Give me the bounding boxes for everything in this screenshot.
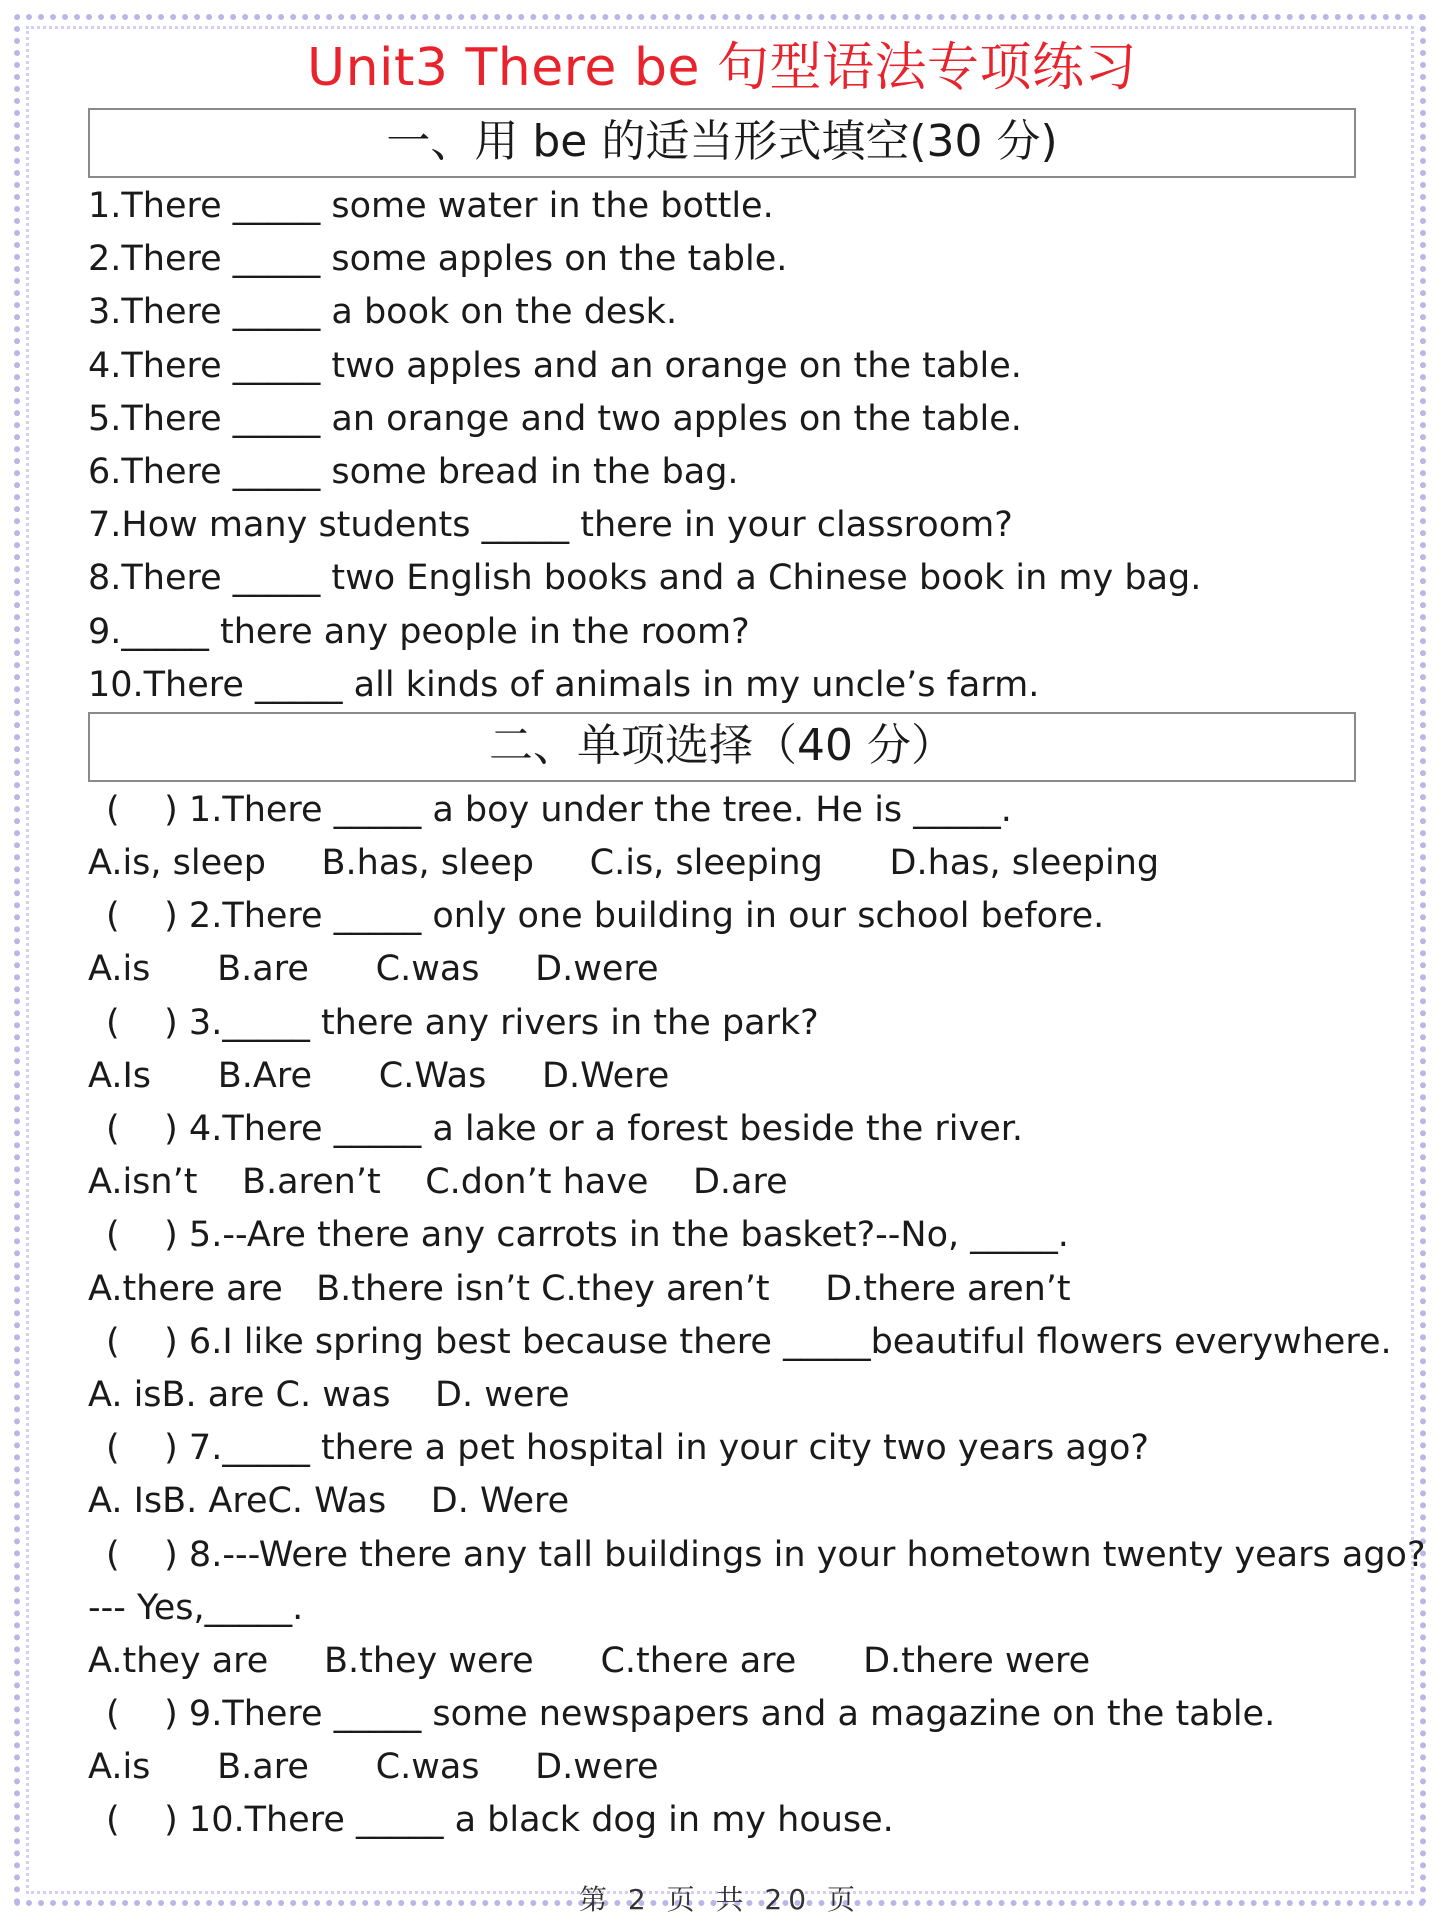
mc-question: ( ) 1.There _____ a boy under the tree. He is _____. <box>106 789 1012 830</box>
fill-blank-item: 4.There _____ two apples and an orange on the table. <box>88 345 1022 386</box>
mc-question: ( ) 4.There _____ a lake or a forest beside the river. <box>106 1109 1024 1149</box>
section-1-list <box>88 180 1356 712</box>
fill-blank-item: 3.There _____ a book on the desk. <box>88 292 678 333</box>
page-footer: 第 2 页 共 20 页 <box>579 1883 861 1916</box>
mc-question: ( ) 5.--Are there any carrots in the basket?--No, _____. <box>106 1215 1069 1256</box>
fill-blank-item: 5.There _____ an orange and two apples on the table. <box>88 398 1022 439</box>
fill-blank-item: 10.There _____ all kinds of animals in my uncle’s farm. <box>88 664 1040 705</box>
section-1-header: 一、用 be 的适当形式填空(30 分) <box>88 108 1356 178</box>
page-title: Unit3 There be 句型语法专项练习 <box>307 38 1137 98</box>
mc-options: A.is B.are C.was D.were <box>88 1747 659 1788</box>
mc-options: A.Is B.Are C.Was D.Were <box>88 1055 670 1096</box>
fill-blank-item: 8.There _____ two English books and a Chinese book in my bag. <box>88 558 1202 599</box>
fill-blank-item: 7.How many students _____ there in your classroom? <box>88 505 1013 546</box>
mc-options: A.they are B.they were C.there are D.there were <box>88 1640 1091 1681</box>
mc-options: A. IsB. AreC. Was D. Were <box>88 1481 570 1522</box>
fill-blank-item: 2.There _____ some apples on the table. <box>88 239 788 280</box>
mc-question: ( ) 8.---Were there any tall buildings in your hometown twenty years ago? <box>106 1534 1426 1575</box>
fill-blank-item: 1.There _____ some water in the bottle. <box>88 186 774 226</box>
mc-options: A.isn’t B.aren’t C.don’t have D.are <box>88 1162 788 1203</box>
fill-blank-item: 6.There _____ some bread in the bag. <box>88 451 739 492</box>
mc-options: A.there are B.there isn’t C.they aren’t D.there aren’t <box>88 1268 1071 1309</box>
mc-question: ( ) 7._____ there a pet hospital in your city two years ago? <box>106 1428 1150 1469</box>
mc-options: A. isB. are C. was D. were <box>88 1374 570 1415</box>
mc-question: ( ) 3._____ there any rivers in the park? <box>106 1002 819 1043</box>
worksheet <box>88 30 1426 1848</box>
mc-question: ( ) 2.There _____ only one building in our school before. <box>106 896 1105 937</box>
fill-blank-item: 9._____ there any people in the room? <box>88 611 750 652</box>
mc-question: ( ) 6.I like spring best because there _____beautiful flowers everywhere. <box>106 1321 1392 1362</box>
section-2-list <box>88 784 1426 1848</box>
section-2-header: 二、单项选择（40 分） <box>88 712 1356 782</box>
mc-options: A.is B.are C.was D.were <box>88 949 659 990</box>
mc-question: ( ) 10.There _____ a black dog in my house. <box>106 1800 894 1841</box>
mc-question-answer-line: --- Yes,_____. <box>88 1587 304 1628</box>
mc-question: ( ) 9.There _____ some newspapers and a magazine on the table. <box>106 1694 1276 1735</box>
mc-options: A.is, sleep B.has, sleep C.is, sleeping D.has, sleeping <box>88 843 1160 884</box>
